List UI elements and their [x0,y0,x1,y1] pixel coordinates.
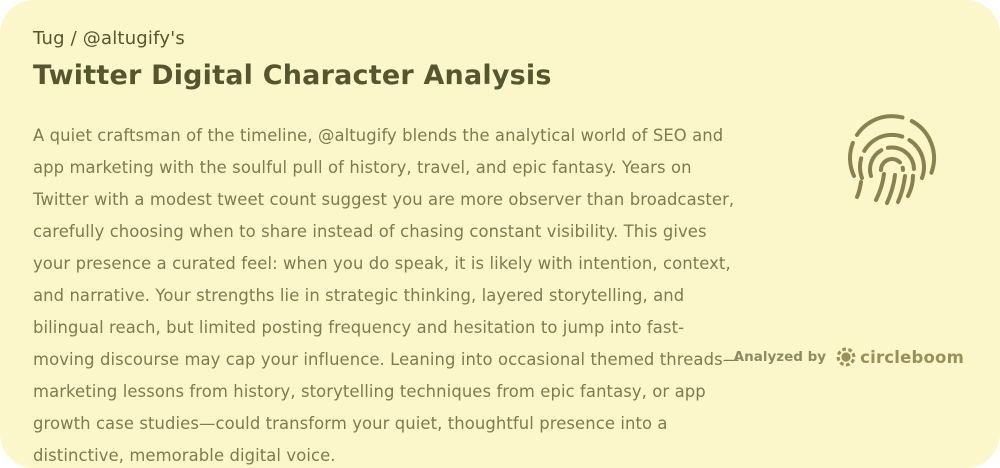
analyzed-by-label: Analyzed by [733,349,827,365]
page-title: Twitter Digital Character Analysis [33,60,552,91]
analysis-paragraph: A quiet craftsman of the timeline, @altugify blends the analytical world of SEO and app marketing with the soulful pull of history, travel, and epic fantasy. Years on Twitter with a modest tweet count suggest you are more observer than broadcaster, carefully choosing when to share instead of chasing constant visibility. This gives your presence a curated feel: when you do speak, it is likely with intention, context, and narrative. Your strengths lie in strategic thinking, layered storytelling, and bilingual reach, but limited posting frequency and hesitation to jump into fast-moving discourse may cap your influence. Leaning into occasional themed threads—marketing lessons from history, storytelling techniques from epic fantasy, or app growth case studies—could transform your quiet, thoughtful presence into a distinctive, memorable digital voice. [33,126,740,465]
card-content [33,26,743,468]
circleboom-logo-icon [835,346,857,368]
fingerprint-icon [840,96,944,218]
footer-attribution [734,346,964,368]
user-handle-subtitle: Tug / @altugify's [33,28,185,49]
brand-name: circleboom [860,347,964,367]
